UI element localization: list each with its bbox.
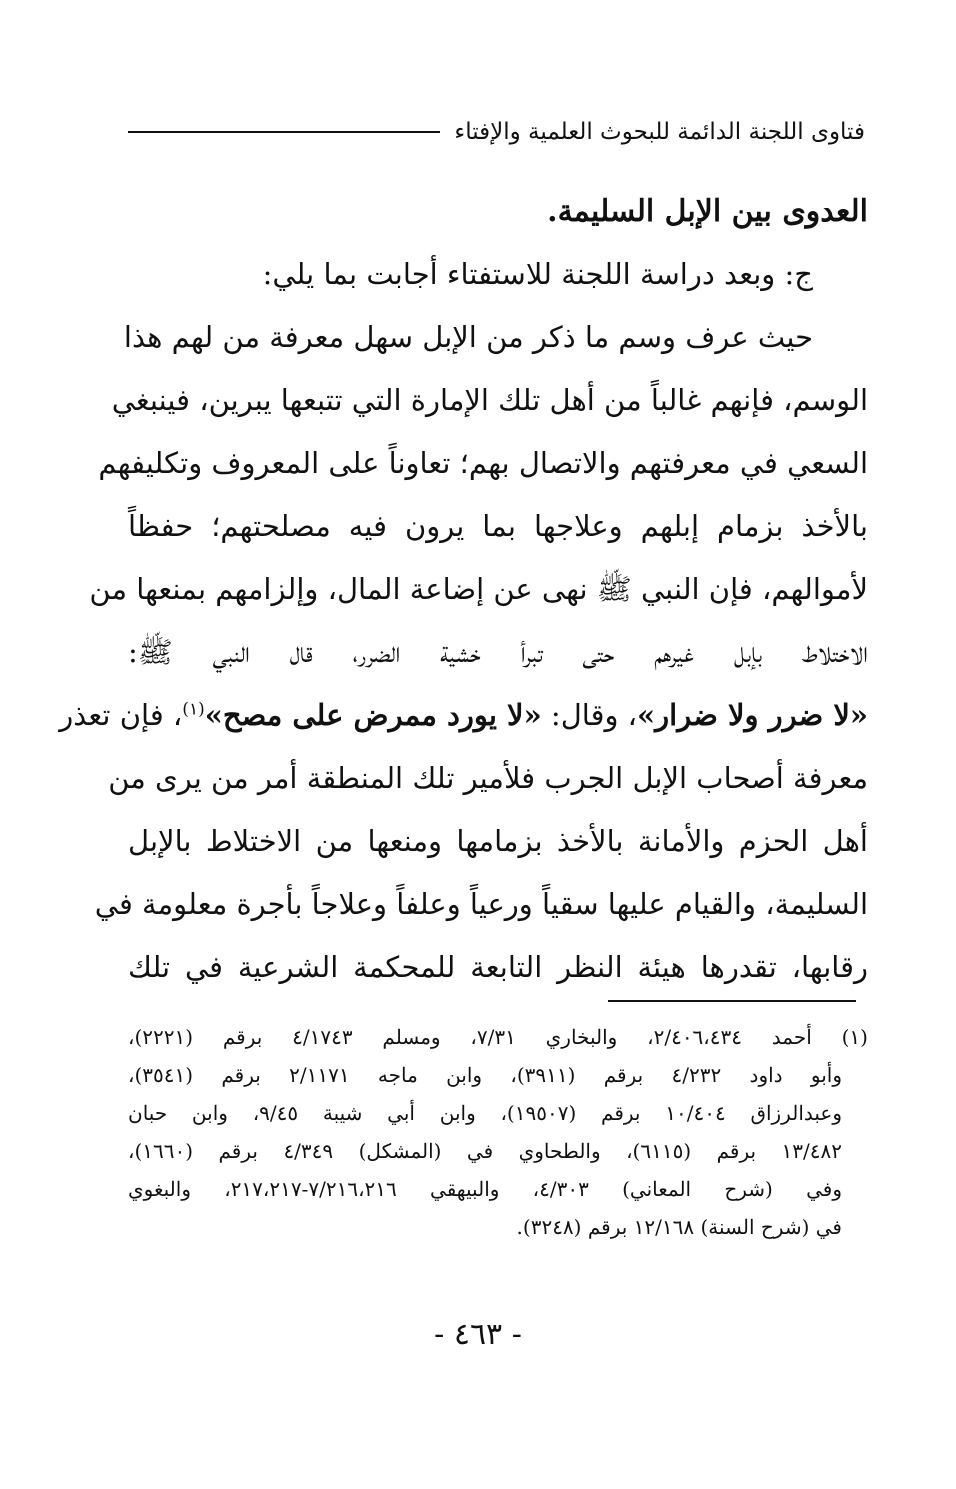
text-line: الوسم، فإنهم غالباً من أهل تلك الإمارة التي تتبعها يبرين، فينبغي: [111, 383, 868, 417]
footnote-line: في (شرح السنة) ١٢/١٦٨ برقم (٣٢٤٨).: [516, 1215, 842, 1239]
footnote-line: وعبدالرزاق ١٠/٤٠٤ برقم (١٩٥٠٧)، وابن أبي شيبة ٩/٤٥، وابن حبان: [128, 1101, 842, 1125]
footnotes: [128, 1018, 868, 1246]
header-rule: [128, 131, 440, 133]
footnote-line: وفي (شرح المعاني) ٤/٣٠٣، والبيهقي ٧/٢١٦،٢١٦-٢١٧،٢١٧، والبغوي: [128, 1177, 842, 1201]
text-line: بالأخذ بزمام إبلهم وعلاجها بما يرون فيه مصلحتهم؛ حفظاً: [128, 509, 868, 543]
answer-intro: ج: وبعد دراسة اللجنة للاستفتاء أجابت بما يلي:: [262, 257, 813, 291]
hadith-quote: «لا ضرر ولا ضرار»: [637, 698, 868, 732]
text-line: السليمة، والقيام عليها سقياً ورعياً وعلفاً وعلاجاً بأجرة معلومة في: [94, 887, 868, 921]
hadith-quote: «لا يورد ممرض على مصح»: [204, 698, 542, 732]
page-number: - ٤٦٣ -: [434, 1317, 522, 1352]
footnote-line: (١) أحمد ٢/٤٠٦،٤٣٤، والبخاري ٧/٣١، ومسلم ٤/١٧٤٣ برقم (٢٢٢١)،: [128, 1025, 868, 1049]
footnote-reference: (١): [182, 699, 205, 720]
footnote-line: ١٣/٤٨٢ برقم (٦١١٥)، والطحاوي في (المشكل) ٤/٣٤٩ برقم (١٦٦٠)،: [128, 1139, 842, 1163]
hadith-line: [59, 684, 868, 747]
text-span: ، فإن تعذر: [59, 698, 183, 732]
text-line: رقابها، تقدرها هيئة النظر التابعة للمحكمة الشرعية في تلك: [128, 950, 868, 984]
text-line: أهل الحزم والأمانة بالأخذ بزمامها ومنعها من الاختلاط بالإبل: [128, 824, 868, 858]
main-text: [59, 180, 868, 999]
footnote-separator: [608, 1000, 856, 1002]
text-line: معرفة أصحاب الإبل الجرب فلأمير تلك المنطقة أمر من يرى من: [108, 761, 868, 795]
text-line: الاختلاط بإبل غيرهم حتى تبرأ خشية الضرر، قال النبي ﷺ:: [128, 635, 868, 669]
header-title: فتاوى اللجنة الدائمة للبحوث العلمية والإفتاء: [454, 119, 865, 145]
text-span: ، وقال:: [541, 698, 638, 732]
text-line: لأموالهم، فإن النبي ﷺ نهى عن إضاعة المال، وإلزامهم بمنعها من: [89, 572, 868, 606]
running-header: [128, 112, 865, 152]
section-heading: العدوى بين الإبل السليمة.: [547, 194, 868, 229]
footnote-line: وأبو داود ٤/٢٣٢ برقم (٣٩١١)، وابن ماجه ٢/١١٧١ برقم (٣٥٤١)،: [128, 1063, 842, 1087]
text-line: حيث عرف وسم ما ذكر من الإبل سهل معرفة من لهم هذا: [123, 320, 813, 354]
text-line: السعي في معرفتهم والاتصال بهم؛ تعاوناً على المعروف وتكليفهم: [98, 446, 868, 480]
